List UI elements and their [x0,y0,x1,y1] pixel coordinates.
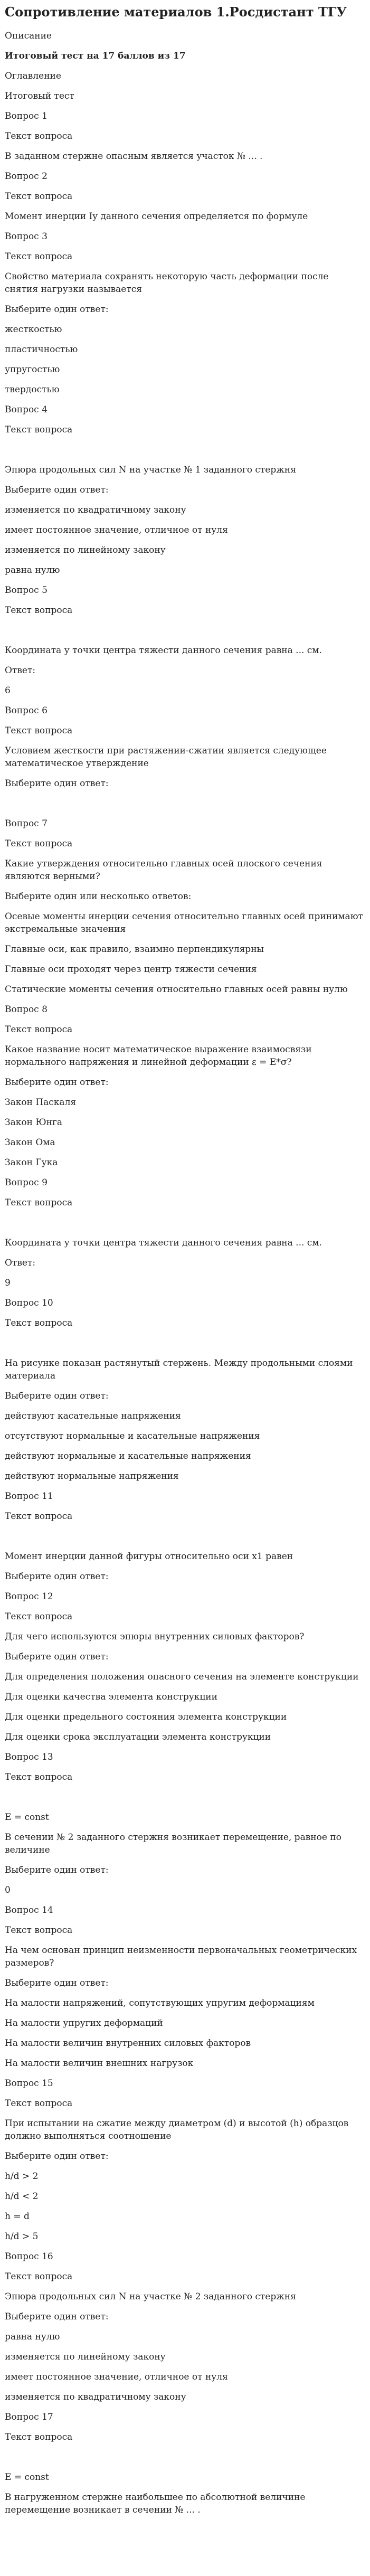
answer-option: отсутствуют нормальные и касательные напряжения [5,1431,260,1441]
answer-option: h/d > 2 [5,2171,39,2182]
question-label: Вопрос 12 [5,1591,53,1602]
answer-prompt: Выберите один ответ: [5,485,109,495]
document-body [5,30,364,2516]
question-text: Какие утверждения относительно главных осей плоского сечения являются верными? [5,858,322,882]
question-label: Вопрос 5 [5,585,48,596]
answer-prompt: Выберите один ответ: [5,2151,109,2162]
answer-option: Закон Гука [5,1157,58,1168]
answer-option: равна нулю [5,2332,60,2342]
question-label: Вопрос 15 [5,2078,53,2089]
answer-option: пластичностью [5,344,78,355]
image-placeholder [5,797,364,817]
header-final-test: Итоговый тест [5,91,74,101]
answer-option: h/d > 5 [5,2231,39,2242]
answer-option: упругостью [5,364,60,375]
question-text: Эпюра продольных сил N на участке № 2 заданного стержня [5,2291,296,2302]
answer-option: изменяется по линейному закону [5,545,166,555]
answer-option: Для оценки качества элемента конструкции [5,1692,217,1702]
question-text: Момент инерции данной фигуры относительно оси x1 равен [5,1551,293,1562]
answer-prompt: Выберите один ответ: [5,1865,109,1875]
answer-option: действуют нормальные и касательные напряжения [5,1451,251,1461]
answer-option: жесткостью [5,324,62,335]
answer-option: 9 [5,1278,11,1288]
answer-prompt: Выберите один ответ: [5,1652,109,1662]
answer-prompt: Ответ: [5,1258,36,1268]
question-label: Вопрос 7 [5,818,48,829]
answer-option: Для оценки срока эксплуатации элемента конструкции [5,1732,271,1742]
image-placeholder [5,1530,364,1550]
answer-option: Статические моменты сечения относительно главных осей равны нулю [5,984,348,995]
image-placeholder [5,2451,364,2471]
question-text: На чем основан принцип неизменности первоначальных геометрических размеров? [5,1945,357,1968]
answer-option: имеет постоянное значение, отличное от нуля [5,525,228,535]
image-placeholder [5,444,364,464]
question-text-label: Текст вопроса [5,2432,73,2442]
answer-option: действуют нормальные напряжения [5,1471,179,1482]
answer-option: На малости упругих деформаций [5,2018,163,2028]
question-text-label: Текст вопроса [5,131,73,141]
question-text: Условием жесткости при растяжении-сжатии является следующее математическое утверждение [5,746,327,769]
question-text: Момент инерции Iy данного сечения определяется по формуле [5,211,308,222]
answer-prompt: Выберите один ответ: [5,304,109,315]
image-placeholder [5,1216,364,1237]
question-text-label: Текст вопроса [5,251,73,262]
question-extra: E = const [5,1812,49,1823]
question-text: В сечении № 2 заданного стержня возникает перемещение, равное по величине [5,1832,341,1855]
question-text: В заданном стержне опасным является участок № ... . [5,151,263,162]
header-toc: Оглавление [5,71,61,81]
answer-option: действуют касательные напряжения [5,1411,181,1421]
answer-prompt: Выберите один ответ: [5,1978,109,1988]
answer-option: изменяется по линейному закону [5,2352,166,2362]
question-text-label: Текст вопроса [5,1925,73,1936]
answer-option: h = d [5,2211,30,2222]
question-label: Вопрос 17 [5,2412,53,2422]
question-text-label: Текст вопроса [5,1511,73,1522]
image-placeholder [5,1791,364,1811]
question-text-label: Текст вопроса [5,725,73,736]
question-text: Для чего используются эпюры внутренних силовых факторов? [5,1631,305,1642]
answer-prompt: Выберите один ответ: [5,2311,109,2322]
question-label: Вопрос 14 [5,1905,53,1916]
question-label: Вопрос 2 [5,171,48,182]
question-text: Какое название носит математическое выражение взаимосвязи нормального напряжения и линейной деформации ε = E*σ? [5,1044,312,1068]
answer-prompt: Выберите один ответ: [5,1077,109,1088]
question-text: Свойство материала сохранять некоторую часть деформации после снятия нагрузки называется [5,271,329,295]
answer-option: Для оценки предельного состояния элемента конструкции [5,1712,287,1722]
question-text: В нагруженном стержне наибольшее по абсолютной величине перемещение возникает в сечении № ... . [5,2492,306,2515]
header-description: Описание [5,31,52,41]
question-text: Эпюра продольных сил N на участке № 1 заданного стержня [5,465,296,475]
question-label: Вопрос 9 [5,1177,48,1188]
question-label: Вопрос 13 [5,1752,53,1762]
question-label: Вопрос 3 [5,231,48,242]
answer-prompt: Ответ: [5,665,36,676]
answer-option: 6 [5,685,11,696]
answer-option: Главные оси, как правило, взаимно перпендикулярны [5,944,264,955]
question-label: Вопрос 10 [5,1298,53,1308]
question-text-label: Текст вопроса [5,605,73,616]
question-text-label: Текст вопроса [5,424,73,435]
answer-option: Закон Ома [5,1137,55,1148]
answer-option: На малости величин внутренних силовых факторов [5,2038,251,2049]
question-label: Вопрос 6 [5,705,48,716]
question-text-label: Текст вопроса [5,1318,73,1328]
question-label: Вопрос 11 [5,1491,53,1502]
question-text: Координата у точки центра тяжести данного сечения равна ... см. [5,1238,322,1248]
answer-option: На малости напряжений, сопутствующих упругим деформациям [5,1998,315,2008]
answer-option: равна нулю [5,565,60,575]
answer-option: Закон Паскаля [5,1097,77,1108]
page-title: Сопротивление материалов 1.Росдистант ТГУ [5,4,347,20]
answer-prompt: Выберите один ответ: [5,778,109,789]
answer-option: На малости величин внешних нагрузок [5,2058,194,2069]
question-text: На рисунке показан растянутый стержень. Между продольными слоями материала [5,1358,353,1381]
question-label: Вопрос 16 [5,2251,53,2262]
answer-option: Закон Юнга [5,1117,62,1128]
answer-option: твердостью [5,384,60,395]
question-text-label: Текст вопроса [5,838,73,849]
question-text-label: Текст вопроса [5,2098,73,2109]
answer-option: имеет постоянное значение, отличное от нуля [5,2372,228,2382]
question-text-label: Текст вопроса [5,1024,73,1035]
question-label: Вопрос 4 [5,404,48,415]
answer-prompt: Выберите один или несколько ответов: [5,891,192,902]
answer-option: изменяется по квадратичному закону [5,505,186,515]
answer-option: Для определения положения опасного сечения на элементе конструкции [5,1672,359,1682]
question-extra: E = const [5,2472,49,2483]
answer-option: h/d < 2 [5,2191,39,2202]
question-text-label: Текст вопроса [5,2271,73,2282]
question-text-label: Текст вопроса [5,1611,73,1622]
answer-option: Главные оси проходят через центр тяжести сечения [5,964,257,975]
answer-prompt: Выберите один ответ: [5,1391,109,1401]
question-text-label: Текст вопроса [5,191,73,202]
question-label: Вопрос 8 [5,1004,48,1015]
question-text: Координата у точки центра тяжести данного сечения равна ... см. [5,645,322,656]
question-label: Вопрос 1 [5,111,48,121]
answer-option: Осевые моменты инерции сечения относительно главных осей принимают экстремальные значения [5,911,363,935]
answer-option: 0 [5,1885,11,1895]
image-placeholder [5,624,364,644]
answer-option: изменяется по квадратичному закону [5,2392,186,2402]
answer-prompt: Выберите один ответ: [5,1571,109,1582]
image-placeholder [5,1337,364,1357]
header-score: Итоговый тест на 17 баллов из 17 [5,51,186,61]
question-text-label: Текст вопроса [5,1772,73,1782]
question-text: При испытании на сжатие между диаметром (d) и высотой (h) образцов должно выполняться соотношение [5,2118,349,2141]
question-text-label: Текст вопроса [5,1197,73,1208]
